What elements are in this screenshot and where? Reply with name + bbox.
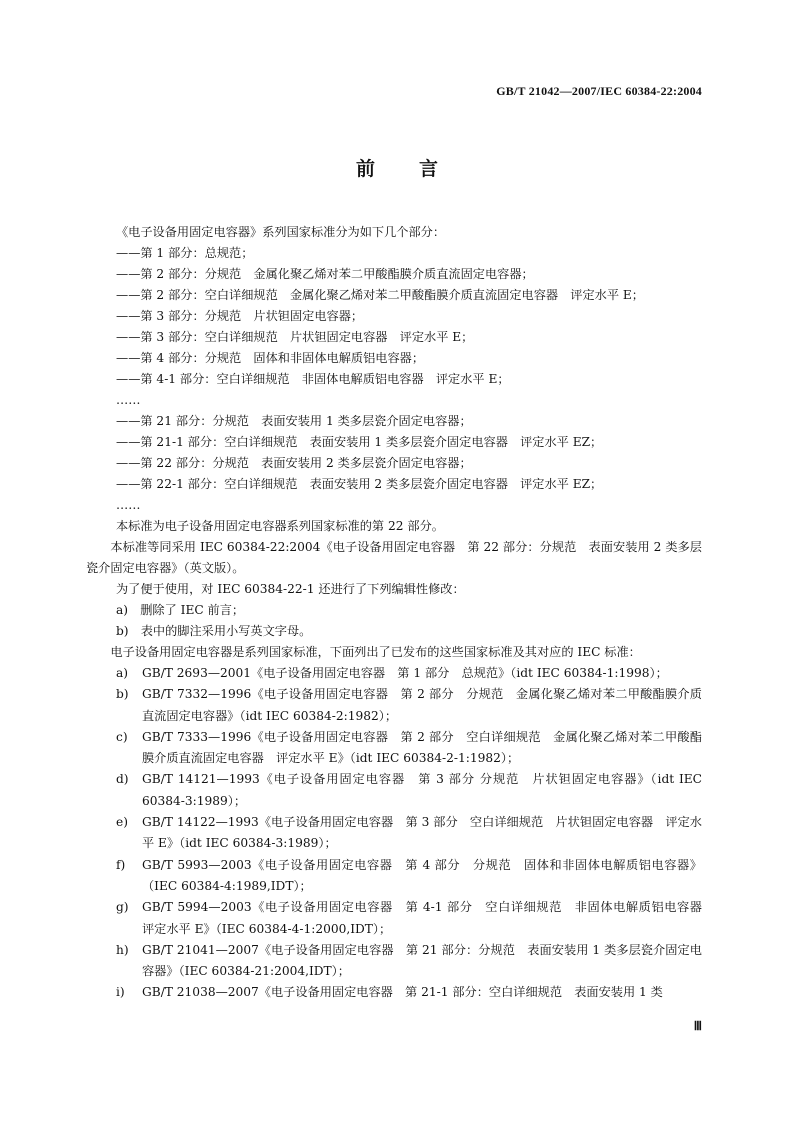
part-item: …… — [116, 498, 141, 512]
paragraph-1: 本标准为电子设备用固定电容器系列国家标准的第 22 部分。 — [116, 519, 444, 533]
reference-mark: h) — [116, 942, 129, 957]
reference-text: GB/T 5994—2003《电子设备用固定电容器 第 4-1 部分 空白详细规范 非固体电解质铝电容器 评定水平 E》（IEC 60384-4-1:2000,IDT）； — [142, 900, 715, 936]
reference-item — [116, 897, 715, 940]
page-number: Ⅲ — [693, 1019, 702, 1033]
reference-mark: g) — [116, 900, 129, 915]
paragraph-2: 本标准等同采用 IEC 60384-22:2004《电子设备用固定电容器 第 22 部分：分规范 表面安装用 2 类多层瓷介固定电容器》（英文版）。 — [86, 540, 702, 575]
part-item: ——第 4 部分：分规范 固体和非固体电解质铝电容器； — [116, 351, 425, 365]
document-body — [86, 222, 715, 1004]
reference-mark: a) — [116, 666, 129, 680]
part-item: ——第 22 部分：分规范 表面安装用 2 类多层瓷介固定电容器； — [116, 456, 472, 470]
reference-item — [116, 940, 702, 983]
page-title — [0, 154, 794, 181]
reference-item — [116, 812, 702, 855]
reference-mark: c) — [116, 729, 128, 744]
part-item: ——第 22-1 部分：空白详细规范 表面安装用 2 类多层瓷介固定电容器 评定水平 EZ； — [116, 477, 603, 491]
modification-b: b) 表中的脚注采用小写英文字母。 — [116, 624, 312, 638]
title-char-1: 前 — [355, 158, 375, 180]
part-item: ——第 3 部分：分规范 片状钽固定电容器； — [116, 309, 364, 323]
reference-item — [116, 855, 702, 898]
reference-text: GB/T 14121—1993《电子设备用固定电容器 第 3 部分 分规范 片状钽固定电容器》（idt IEC 60384-3:1989）； — [142, 772, 702, 808]
reference-mark: f) — [116, 857, 126, 872]
part-item: ——第 21-1 部分：空白详细规范 表面安装用 1 类多层瓷介固定电容器 评定水平 EZ； — [116, 435, 603, 449]
part-item: ——第 4-1 部分：空白详细规范 非固体电解质铝电容器 评定水平 E； — [116, 372, 510, 386]
reference-item — [116, 727, 702, 770]
reference-list — [116, 663, 715, 1004]
part-item: …… — [116, 393, 141, 407]
reference-text: GB/T 21041—2007《电子设备用固定电容器 第 21 部分：分规范 表面安装用 1 类多层瓷介固定电容器》（IEC 60384-21:2004,IDT）； — [142, 942, 702, 979]
standard-code-header: GB/T 21042—2007/IEC 60384-22:2004 — [496, 84, 702, 98]
reference-item — [116, 769, 702, 812]
reference-mark: i) — [116, 985, 125, 1000]
reference-text: GB/T 5993—2003《电子设备用固定电容器 第 4 部分 分规范 固体和非固体电解质铝电容器》（IEC 60384-4:1989,IDT）； — [142, 857, 702, 893]
reference-item — [116, 684, 702, 727]
part-item: ——第 2 部分：分规范 金属化聚乙烯对苯二甲酸酯膜介质直流固定电容器； — [116, 267, 534, 281]
modification-a: a) 删除了 IEC 前言； — [116, 603, 245, 617]
part-item: ——第 21 部分：分规范 表面安装用 1 类多层瓷介固定电容器； — [116, 414, 472, 428]
part-item: ——第 1 部分：总规范； — [116, 246, 254, 260]
paragraph-3: 为了便于使用，对 IEC 60384-22-1 还进行了下列编辑性修改： — [116, 582, 465, 596]
reference-text: GB/T 2693—2001《电子设备用固定电容器 第 1 部分 总规范》（idt IEC 60384-1:1998）； — [142, 666, 668, 680]
part-item: ——第 2 部分：空白详细规范 金属化聚乙烯对苯二甲酸酯膜介质直流固定电容器 评定水平 E； — [116, 288, 644, 302]
part-item: ——第 3 部分：空白详细规范 片状钽固定电容器 评定水平 E； — [116, 330, 474, 344]
reference-mark: e) — [116, 815, 128, 830]
reference-item — [116, 982, 702, 1003]
reference-mark: d) — [116, 772, 129, 787]
reference-mark: b) — [116, 687, 129, 702]
parts-intro: 《电子设备用固定电容器》系列国家标准分为如下几个部分： — [116, 225, 446, 239]
reference-text: GB/T 7333—1996《电子设备用固定电容器 第 2 部分 空白详细规范 金属化聚乙烯对苯二甲酸酯膜介质直流固定电容器 评定水平 E》（idt IEC 60384-2-1:1982）； — [142, 729, 702, 766]
title-char-2: 言 — [419, 158, 439, 180]
paragraph-4: 电子设备用固定电容器是系列国家标准，下面列出了已发布的这些国家标准及其对应的 IEC 标准： — [110, 645, 641, 659]
reference-text: GB/T 21038—2007《电子设备用固定电容器 第 21-1 部分：空白详细规范 表面安装用 1 类 — [142, 985, 663, 1000]
reference-item — [116, 663, 702, 684]
reference-text: GB/T 7332—1996《电子设备用固定电容器 第 2 部分 分规范 金属化聚乙烯对苯二甲酸酯膜介质直流固定电容器》（idt IEC 60384-2:1982）； — [142, 687, 702, 723]
reference-text: GB/T 14122—1993《电子设备用固定电容器 第 3 部分 空白详细规范 片状钽固定电容器 评定水平 E》（idt IEC 60384-3:1989）； — [142, 815, 702, 851]
